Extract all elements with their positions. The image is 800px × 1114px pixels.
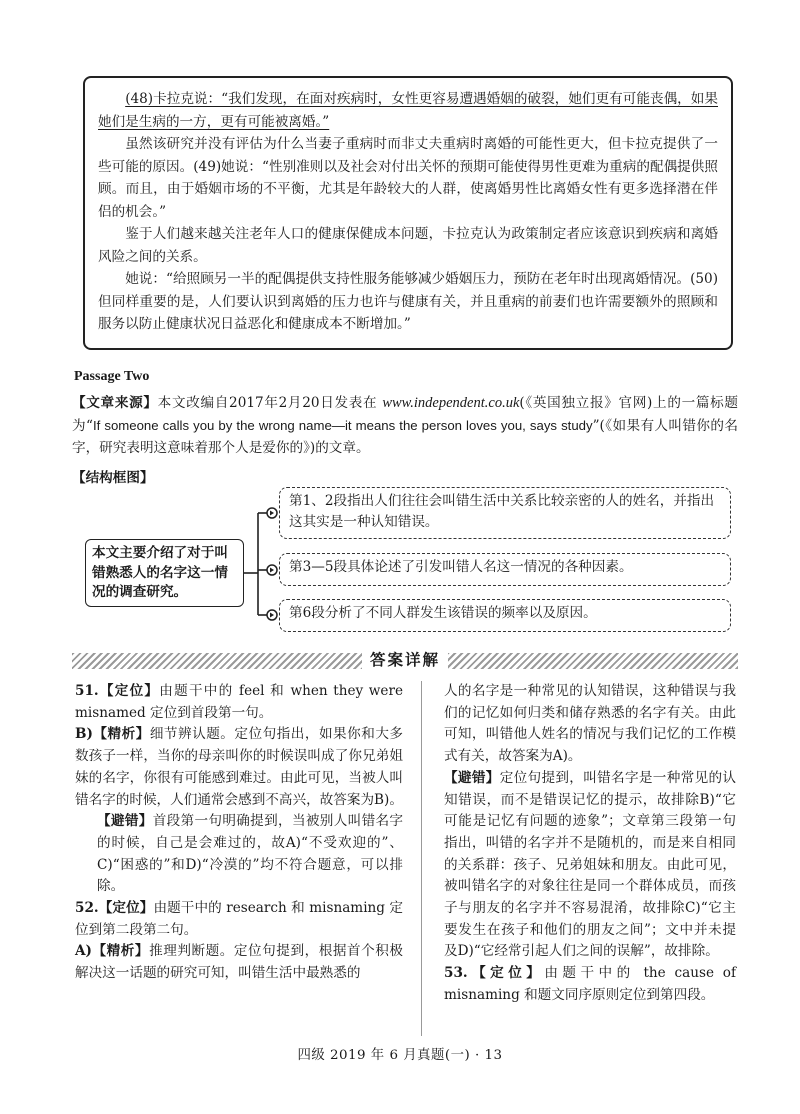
q51-position: [75, 681, 403, 724]
q52-analysis: [75, 941, 403, 984]
source-label: 【文章来源】: [72, 395, 158, 411]
box-paragraph-2: 虽然该研究并没有评估为什么当妻子重病时而非丈夫重病时离婚的可能性更大，但卡拉克提供了一些可能的原因。(49)她说：“性别准则以及社会对付出关怀的预期可能使得男性更难为重病的配偶提供照顾。而且，由于婚姻市场的不平衡，尤其是年龄较大的人群，使离婚男性比离婚女性有更多选择潜在伴侣的机会。”: [98, 136, 718, 220]
source-text-3: ”(《如果有人叫错你的名字，研究表明这意味着那个人是爱你的》)的文章。: [72, 417, 738, 456]
source-text-1: 本文改编自2017年2月20日发表在: [157, 395, 378, 411]
answers-right-column: [444, 681, 736, 1007]
source-url: www.independent.co.uk: [382, 395, 520, 411]
arrow-circle-icon: [267, 610, 277, 620]
q52-avoid: [444, 768, 736, 963]
q52-avoid-label: 【避错】: [444, 769, 500, 786]
q53-label: 53.【定位】: [444, 965, 545, 982]
q51-avoid-text: 首段第一句明确提到，当被别人叫错名字的时候，自己是会难过的，故A)“不受欢迎的”、C)“困惑的”和D)“冷漠的”均不符合题意，可以排除。: [97, 813, 404, 895]
q52-answer-label: A)【精析】: [75, 943, 150, 960]
q51-analysis: [75, 724, 403, 811]
q52-avoid-text: 定位句提到，叫错名字是一种常见的认知错误，而不是错误记忆的提示，故排除B)“它可能是记忆有问题的迹象”；文章第三段第一句指出，叫错的名字并不是随机的，而是来自相同的关系群：孩子、兄弟姐妹和朋友。由此可见，被叫错名字的对象往往是同一个群体成员，而孩子与朋友的名字并不容易混淆，故排除C)“它主要发生在孩子和他们的朋友之间”；文中并未提及D)“它经常引起人们之间的误解”，故排除。: [444, 769, 737, 960]
framework-branch-1: 第1、2段指出人们往往会叫错生活中关系比较亲密的人的姓名，并指出这其实是一种认知错误。: [279, 487, 731, 539]
framework-branch-2: 第3—5段具体论述了引发叫错人名这一情况的各种因素。: [279, 553, 731, 586]
box-paragraph-4: 她说：“给照顾另一半的配偶提供支持性服务能够减少婚姻压力，预防在老年时出现离婚情况。(50)但同样重要的是，人们要认识到离婚的压力也许与健康有关，并且重病的前妻们也许需要额外的照顾和服务以防止健康状况日益恶化和健康成本不断增加。”: [98, 271, 718, 332]
framework-branch-3: 第6段分析了不同人群发生该错误的频率以及原因。: [279, 599, 731, 632]
box-paragraph-3: 鉴于人们越来越关注老年人口的健康保健成本问题，卡拉克认为政策制定者应该意识到疾病和离婚风险之间的关系。: [98, 226, 718, 265]
source-title-en: If someone calls you by the wrong name—it means the person loves you, says study: [92, 417, 593, 433]
q53-position-text: 由题干中的 the cause of misnaming 和题文同序原则定位到第四段。: [444, 965, 736, 1003]
q51-label: 51.【定位】: [75, 683, 160, 699]
q52-position-text: 由题干中的 research 和 misnaming 定位到第二段第二句。: [75, 900, 403, 938]
answers-left-column: [75, 681, 403, 985]
page-footer: 四级 2019 年 6 月真题(一) · 13: [297, 1048, 503, 1063]
answers-banner: [72, 650, 738, 669]
q51-position-text: 由题干中的 feel 和 when they were misnamed 定位到首段第一句。: [75, 683, 403, 721]
q52-analysis-continued: 人的名字是一种常见的认知错误，这种错误与我们的记忆如何归类和储存熟悉的名字有关。由此可知，叫错他人姓名的情况与我们记忆的工作模式有关，故答案为A)。: [444, 683, 736, 765]
q51-avoid-label: 【避错】: [97, 813, 153, 830]
q51-answer-label: B)【精析】: [75, 726, 150, 743]
answers-banner-title: 答案详解: [362, 649, 448, 671]
q52-analysis-text: 推理判断题。定位句提到，根据首个积极解决这一话题的研究可知，叫错生活中最熟悉的: [75, 943, 404, 982]
q51-analysis-text: 细节辨认题。定位句指出，如果你和大多数孩子一样，当你的母亲叫你的时候误叫成了你兄弟姐妹的名字，你很有可能感到难过。由此可见，当被人叫错名字的时候，人们通常会感到不高兴，故答案为B)。: [75, 726, 404, 808]
framework-heading: 【结构框图】: [72, 470, 154, 486]
arrow-circle-icon: [267, 508, 277, 518]
passage-two-heading: Passage Two: [74, 369, 150, 384]
article-source: [72, 392, 738, 460]
translation-box: [83, 76, 733, 350]
summary-box: 本文主要介绍了对于叫错熟悉人的名字这一情况的调查研究。: [85, 539, 244, 607]
q52-label: 52.【定位】: [75, 900, 154, 917]
q52-position: [75, 898, 403, 941]
source-text-2: (《英国独立报》官网)上的一篇标题为“: [72, 395, 739, 434]
box-paragraph-1: (48)卡拉克说：“我们发现，在面对疾病时，女性更容易遭遇婚姻的破裂，她们更有可能丧偶，如果她们是生病的一方，更有可能被离婚。”: [98, 91, 718, 130]
column-divider: [421, 681, 422, 1036]
arrow-circle-icon: [267, 565, 277, 575]
q53-position: [444, 963, 736, 1006]
q51-avoid: [75, 811, 403, 898]
